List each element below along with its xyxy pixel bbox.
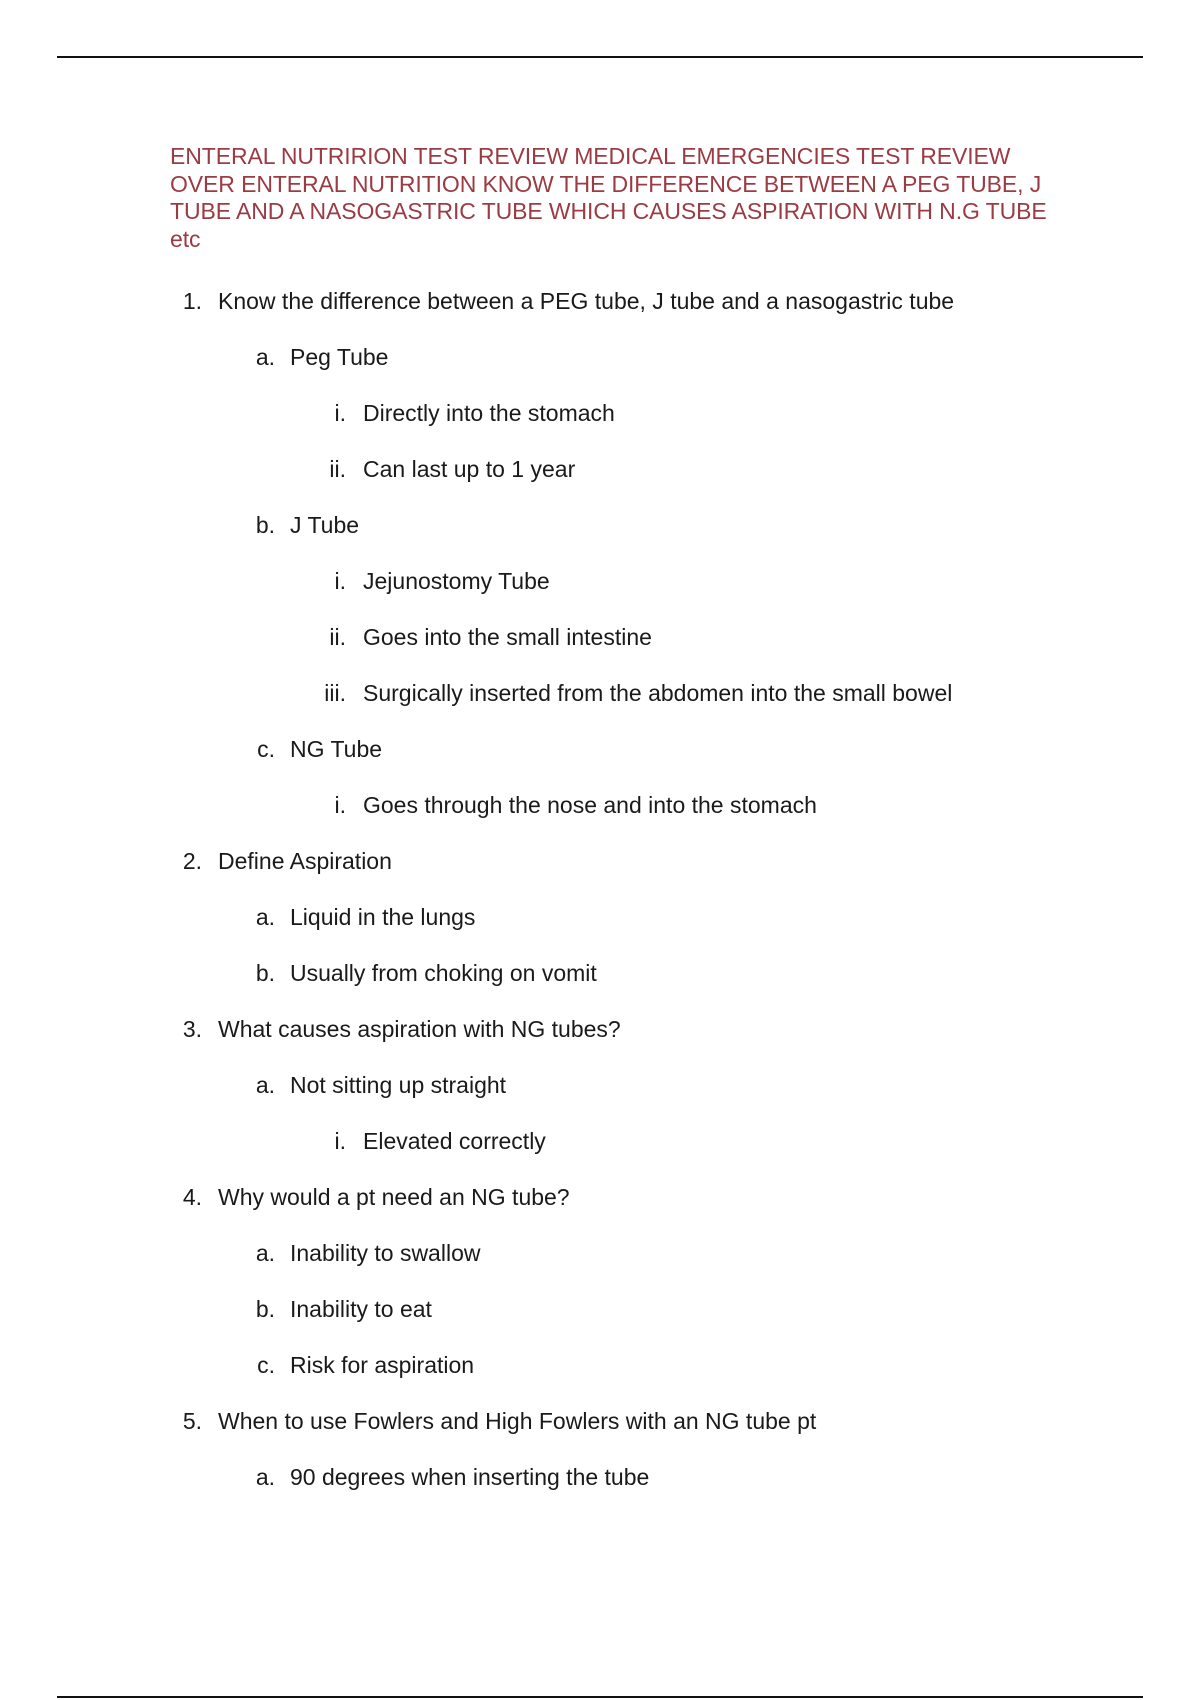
item-text: Inability to swallow xyxy=(290,1240,481,1266)
item-marker: b. xyxy=(255,960,275,986)
item-marker: a. xyxy=(255,344,275,370)
item-marker: ii. xyxy=(329,624,346,650)
outline-item xyxy=(170,497,1080,553)
item-text: NG Tube xyxy=(290,736,383,762)
item-text: When to use Fowlers and High Fowlers with an NG tube pt xyxy=(218,1408,817,1434)
item-text: 90 degrees when inserting the tube xyxy=(290,1464,650,1490)
outline-item xyxy=(170,1337,1080,1393)
outline-item xyxy=(170,1057,1080,1113)
outline-item xyxy=(170,833,1080,889)
outline-item xyxy=(170,945,1080,1001)
item-marker: b. xyxy=(255,512,275,538)
outline-item xyxy=(170,1113,1080,1169)
item-text: Define Aspiration xyxy=(218,848,392,874)
header-rule xyxy=(57,56,1143,58)
item-text: Liquid in the lungs xyxy=(290,904,476,930)
item-text: Goes through the nose and into the stomach xyxy=(363,792,817,818)
outline-item xyxy=(170,385,1080,441)
item-marker: a. xyxy=(255,904,275,930)
item-marker: a. xyxy=(255,1464,275,1490)
item-text: What causes aspiration with NG tubes? xyxy=(218,1016,621,1042)
item-marker: c. xyxy=(257,736,275,762)
outline-item xyxy=(170,609,1080,665)
item-marker: a. xyxy=(255,1240,275,1266)
item-marker: b. xyxy=(255,1296,275,1322)
document-body xyxy=(170,143,1080,1505)
item-marker: c. xyxy=(257,1352,275,1378)
item-text: Elevated correctly xyxy=(363,1128,546,1154)
outline-item xyxy=(170,1449,1080,1505)
item-text: Goes into the small intestine xyxy=(363,624,652,650)
outline-item xyxy=(170,329,1080,385)
outline-item xyxy=(170,1225,1080,1281)
item-text: Directly into the stomach xyxy=(363,400,615,426)
item-text: Why would a pt need an NG tube? xyxy=(218,1184,570,1210)
item-text: Jejunostomy Tube xyxy=(363,568,550,594)
footer-rule xyxy=(57,1696,1143,1698)
outline-item xyxy=(170,273,1080,329)
item-text: Not sitting up straight xyxy=(290,1072,507,1098)
outline-item xyxy=(170,1393,1080,1449)
item-marker: 3. xyxy=(182,1016,202,1042)
outline-list xyxy=(170,273,1080,1505)
item-text: Usually from choking on vomit xyxy=(290,960,597,986)
outline-item xyxy=(170,777,1080,833)
item-marker: 5. xyxy=(182,1408,202,1434)
item-text: Know the difference between a PEG tube, J tube and a nasogastric tube xyxy=(218,288,955,314)
item-text: J Tube xyxy=(290,512,360,538)
item-marker: ii. xyxy=(329,456,346,482)
outline-item xyxy=(170,1169,1080,1225)
item-text: Surgically inserted from the abdomen into the small bowel xyxy=(363,680,953,706)
item-text: Can last up to 1 year xyxy=(363,456,576,482)
item-marker: i. xyxy=(334,568,346,594)
item-text: Peg Tube xyxy=(290,344,389,370)
item-marker: 1. xyxy=(182,288,202,314)
outline-item xyxy=(170,665,1080,721)
item-marker: i. xyxy=(334,1128,346,1154)
item-marker: 4. xyxy=(182,1184,202,1210)
item-marker: 2. xyxy=(182,848,202,874)
outline-item xyxy=(170,441,1080,497)
outline-item xyxy=(170,1281,1080,1337)
item-marker: i. xyxy=(334,792,346,818)
item-text: Inability to eat xyxy=(290,1296,432,1322)
item-marker: iii. xyxy=(324,680,346,706)
item-text: Risk for aspiration xyxy=(290,1352,475,1378)
outline-item xyxy=(170,1001,1080,1057)
outline-item xyxy=(170,553,1080,609)
item-marker: i. xyxy=(334,400,346,426)
outline-item xyxy=(170,889,1080,945)
document-title: ENTERAL NUTRIRION TEST REVIEW MEDICAL EMERGENCIES TEST REVIEW OVER ENTERAL NUTRITION KNOW THE DIFFERENCE BETWEEN A PEG TUBE, J TUBE AND A NASOGASTRIC TUBE WHICH CAUSES ASPIRATION WITH N.G TUBE etc xyxy=(170,143,1047,252)
item-marker: a. xyxy=(255,1072,275,1098)
outline-item xyxy=(170,721,1080,777)
